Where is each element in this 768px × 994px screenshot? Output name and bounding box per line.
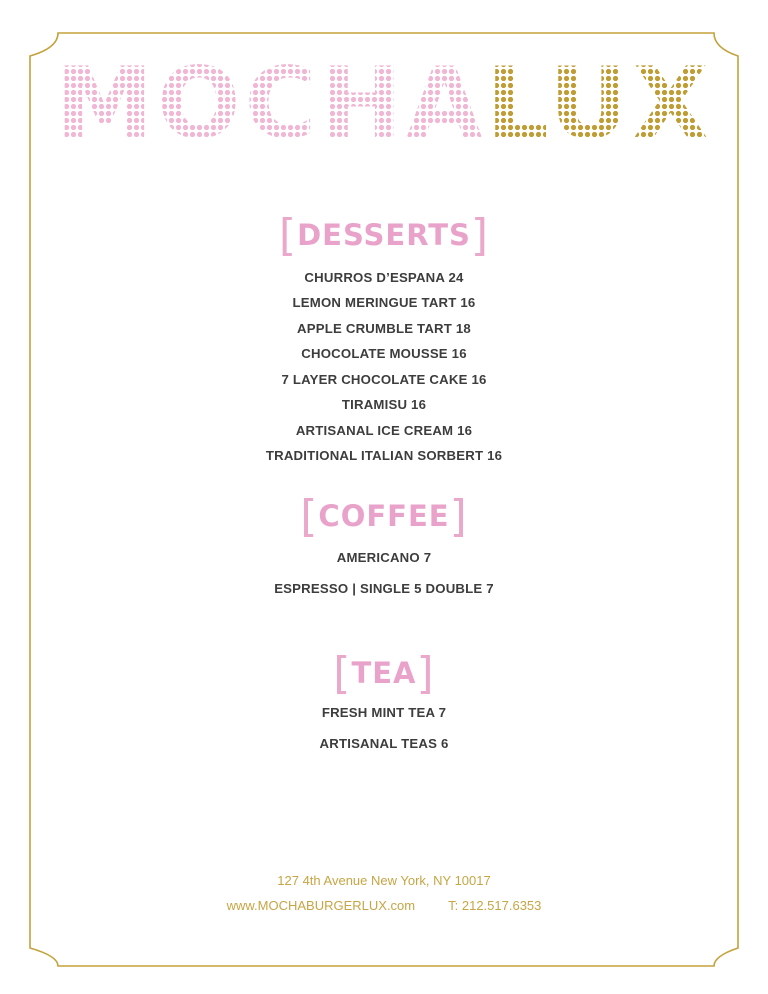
coffee-title: COFFEE <box>318 499 450 533</box>
coffee-heading: [COFFEE] <box>300 491 468 542</box>
menu-item: APPLE CRUMBLE TART 18 <box>297 321 471 336</box>
mochalux-logo <box>0 47 768 161</box>
menu-item: FRESH MINT TEA 7 <box>321 705 447 720</box>
menu-item: CHOCOLATE MOUSSE 16 <box>301 346 467 361</box>
phone-number: T: 212.517.6353 <box>448 898 542 913</box>
website-link[interactable]: www.MOCHABURGERLUX.com <box>226 898 416 913</box>
menu-item: AMERICANO 7 <box>336 550 432 565</box>
logo-mocha: MOCHA <box>55 47 487 161</box>
logo-lux: LUX <box>486 47 713 161</box>
menu-item: CHURROS D’ESPANA 24 <box>304 270 464 285</box>
menu-item: ESPRESSO | SINGLE 5 DOUBLE 7 <box>274 581 494 596</box>
footer-contact <box>0 898 768 913</box>
tea-title: TEA <box>351 656 417 690</box>
menu-item: LEMON MERINGUE TART 16 <box>292 295 476 310</box>
desserts-heading: [DESSERTS] <box>278 210 490 261</box>
desserts-title: DESSERTS <box>297 218 471 252</box>
menu-item: ARTISANAL TEAS 6 <box>319 736 449 751</box>
footer-address: 127 4th Avenue New York, NY 10017 <box>277 873 491 888</box>
menu-item: TRADITIONAL ITALIAN SORBERT 16 <box>265 448 503 463</box>
menu-item: 7 LAYER CHOCOLATE CAKE 16 <box>281 372 487 387</box>
tea-heading: [TEA] <box>333 648 435 699</box>
menu-item: TIRAMISU 16 <box>341 397 427 412</box>
menu-item: ARTISANAL ICE CREAM 16 <box>295 423 473 438</box>
